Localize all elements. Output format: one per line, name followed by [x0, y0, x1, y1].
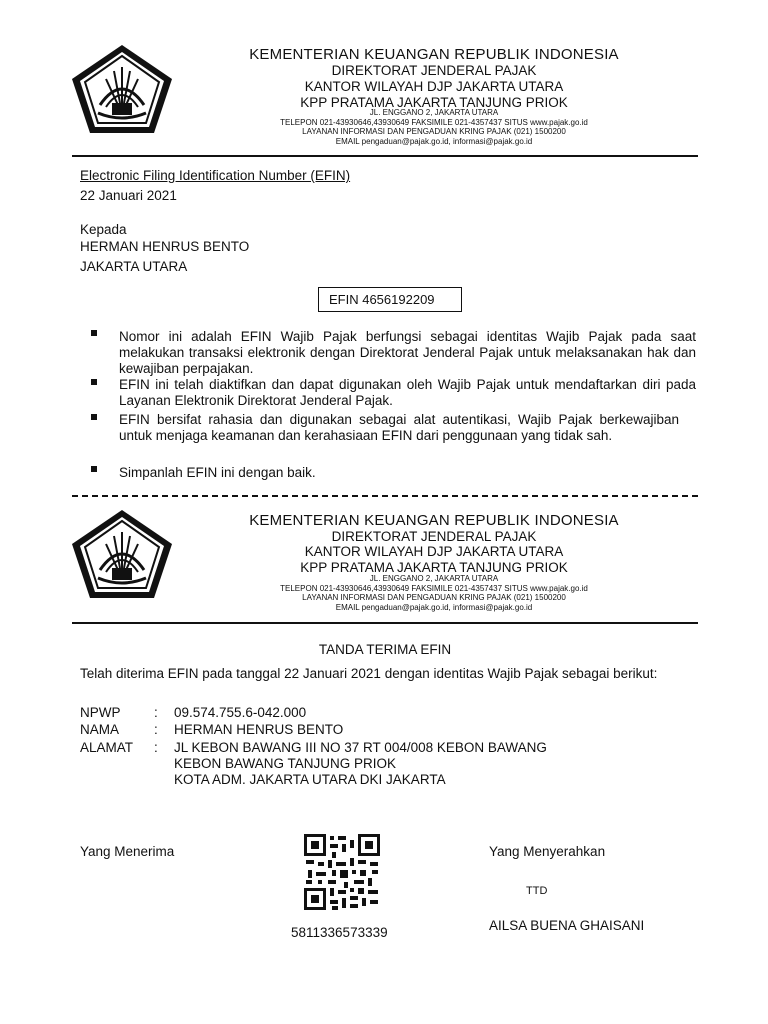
to-label: Kepada [80, 222, 127, 237]
qr-code [304, 834, 380, 910]
bullet-marker [91, 330, 97, 336]
office-email: EMAIL pengaduan@pajak.go.id, informasi@pajak.go.id [335, 137, 533, 146]
bullet-text-3: EFIN bersifat rahasia dan digunakan sebagai alat autentikasi, Wajib Pajak berkewajiban untuk menjaga keamanan dan kerahasiaan EFIN dari penggunaan yang tidak sah. [119, 412, 679, 443]
cut-line [72, 495, 698, 497]
regional-office-name: KANTOR WILAYAH DJP JAKARTA UTARA [304, 544, 564, 559]
regional-office-name: KANTOR WILAYAH DJP JAKARTA UTARA [304, 79, 564, 94]
office-address: JL. ENGGANO 2, JAKARTA UTARA [369, 108, 499, 117]
colon: : [154, 740, 158, 755]
ministry-logo-bottom [70, 508, 174, 600]
tax-office-name: KPP PRATAMA JAKARTA TANJUNG PRIOK [300, 560, 568, 575]
npwp-label: NPWP [80, 705, 121, 720]
recipient-city: JAKARTA UTARA [80, 259, 188, 274]
office-address: JL. ENGGANO 2, JAKARTA UTARA [369, 574, 499, 583]
bullet-marker [91, 466, 97, 472]
qr-number: 5811336573339 [291, 925, 388, 940]
office-email: EMAIL pengaduan@pajak.go.id, informasi@pajak.go.id [335, 603, 533, 612]
ministry-emblem-icon [70, 43, 174, 135]
bullet-marker [91, 414, 97, 420]
bullet-text-2: EFIN ini telah diaktifkan dan dapat digunakan oleh Wajib Pajak untuk mendaftarkan diri pada Layanan Elektronik Direktorat Jenderal Pajak. [119, 377, 696, 408]
receipt-intro: Telah diterima EFIN pada tanggal 22 Januari 2021 dengan identitas Wajib Pajak sebagai berikut: [80, 666, 658, 681]
alamat-line-1: JL KEBON BAWANG III NO 37 RT 004/008 KEBON BAWANG [174, 740, 547, 755]
bullet-text-4: Simpanlah EFIN ini dengan baik. [119, 465, 316, 480]
letter-subject: Electronic Filing Identification Number (EFIN) [80, 168, 351, 183]
ministry-emblem-icon [70, 508, 174, 600]
alamat-row [80, 740, 547, 788]
bullet-text-1: Nomor ini adalah EFIN Wajib Pajak berfungsi sebagai identitas Wajib Pajak pada saat melakukan transaksi elektronik dengan Direktorat Jenderal Pajak untuk melaksanakan hak dan kewajiban perpajakan. [119, 329, 696, 376]
ministry-name: KEMENTERIAN KEUANGAN REPUBLIK INDONESIA [249, 46, 619, 63]
colon: : [154, 722, 158, 737]
qr-code-icon [304, 834, 380, 910]
alamat-line-2: KEBON BAWANG TANJUNG PRIOK [174, 756, 397, 771]
bullet-marker [91, 379, 97, 385]
office-phone: TELEPON 021-43930646,43930649 FAKSIMILE 021-4357437 SITUS www.pajak.go.id [280, 584, 588, 593]
nama-label: NAMA [80, 722, 120, 737]
ministry-logo-top [70, 43, 174, 135]
nama-value: HERMAN HENRUS BENTO [174, 722, 344, 737]
directorate-name: DIREKTORAT JENDERAL PAJAK [331, 63, 537, 78]
office-service: LAYANAN INFORMASI DAN PENGADUAN KRING PAJAK (021) 1500200 [302, 593, 566, 602]
ministry-name: KEMENTERIAN KEUANGAN REPUBLIK INDONESIA [249, 512, 619, 529]
signature-mark: TTD [526, 885, 548, 897]
receipt-title: TANDA TERIMA EFIN [318, 642, 452, 657]
letter-date: 22 Januari 2021 [80, 188, 177, 203]
giver-name: AILSA BUENA GHAISANI [489, 918, 645, 933]
alamat-label: ALAMAT [80, 740, 134, 755]
recipient-name: HERMAN HENRUS BENTO [80, 239, 250, 254]
giver-label: Yang Menyerahkan [489, 844, 606, 859]
header-divider-top [72, 155, 698, 157]
office-service: LAYANAN INFORMASI DAN PENGADUAN KRING PAJAK (021) 1500200 [302, 127, 566, 136]
efin-number-box: EFIN 4656192209 [318, 287, 462, 312]
colon: : [154, 705, 158, 720]
npwp-value: 09.574.755.6-042.000 [174, 705, 307, 720]
npwp-row [80, 705, 306, 721]
nama-row [80, 722, 343, 738]
office-phone: TELEPON 021-43930646,43930649 FAKSIMILE 021-4357437 SITUS www.pajak.go.id [280, 118, 588, 127]
tax-office-name: KPP PRATAMA JAKARTA TANJUNG PRIOK [300, 95, 568, 110]
receiver-label: Yang Menerima [80, 844, 175, 859]
alamat-line-3: KOTA ADM. JAKARTA UTARA DKI JAKARTA [174, 772, 446, 787]
directorate-name: DIREKTORAT JENDERAL PAJAK [331, 529, 537, 544]
alamat-value [174, 740, 547, 788]
header-divider-bottom [72, 622, 698, 624]
